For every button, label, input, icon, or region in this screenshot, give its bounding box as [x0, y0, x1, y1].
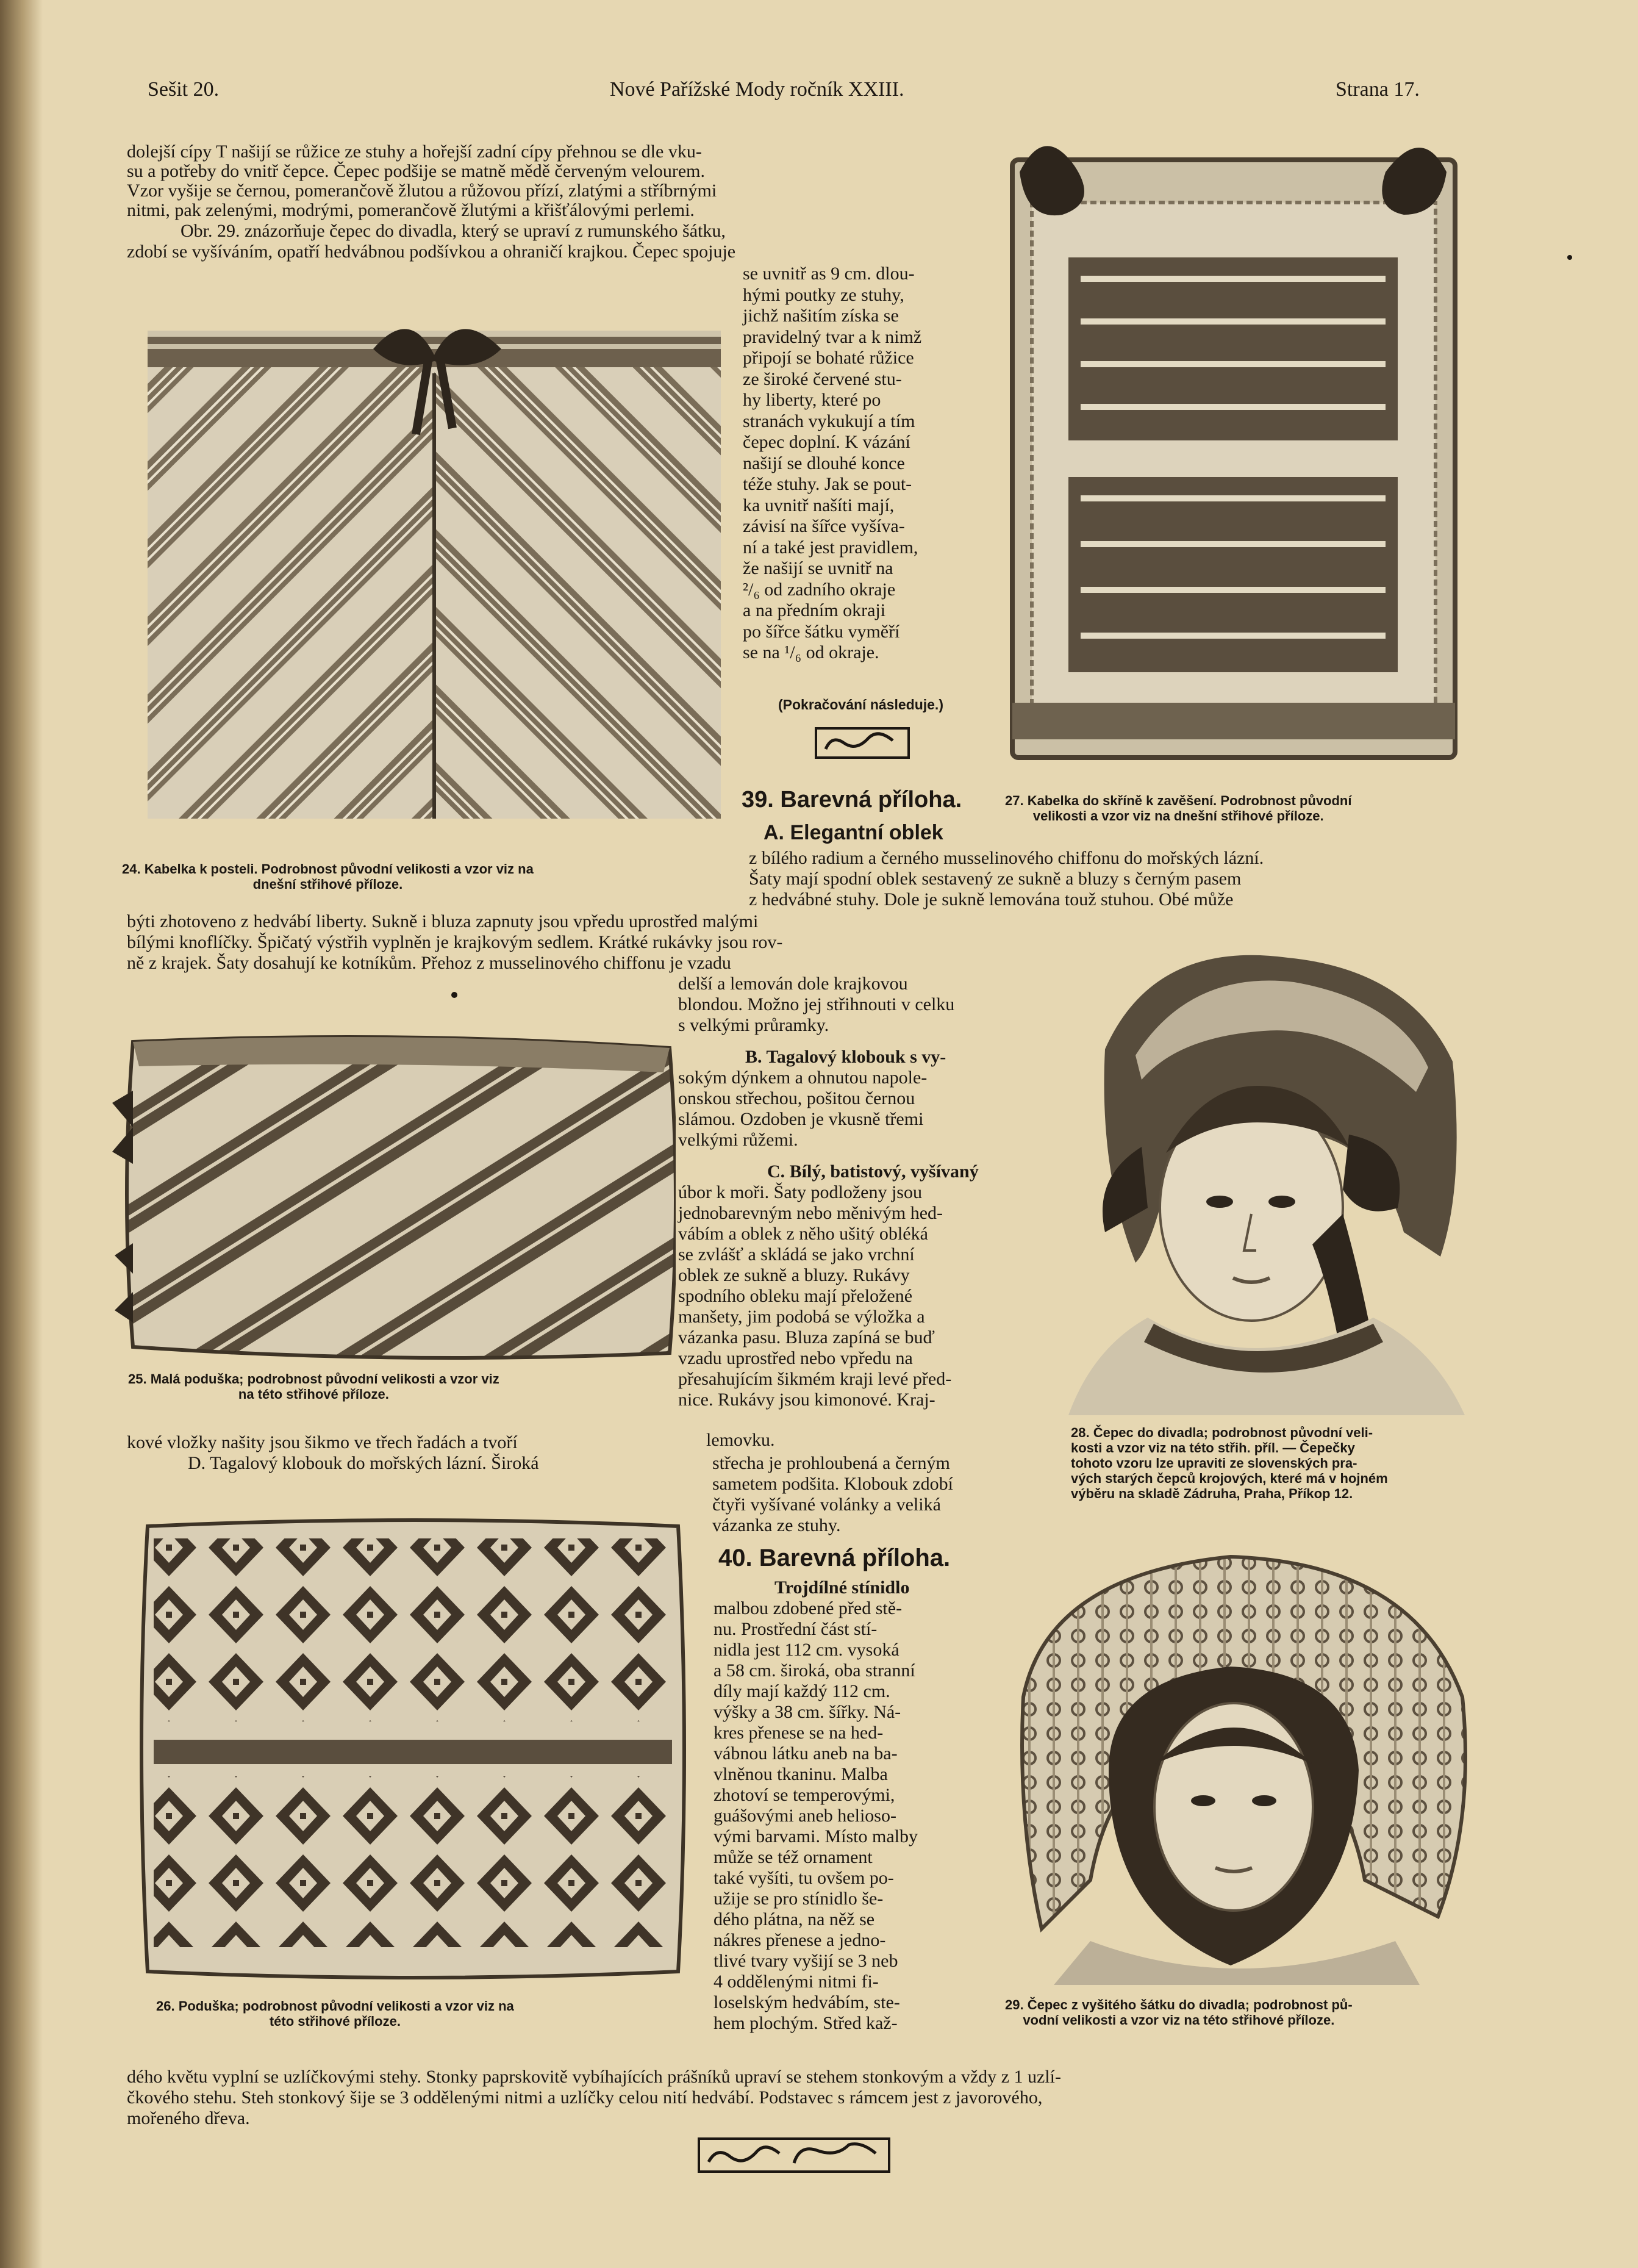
- intro-line: Vzor vyšije se černou, pomerančově žlutou a růžovou přízí, zlatými a stříbrnými: [127, 181, 717, 201]
- c-wide-right: lemovku.: [706, 1430, 775, 1450]
- section-39-heading: 39. Barevná příloha.: [742, 787, 962, 813]
- mid-line: blondou. Možno jej střihnouti v celku: [678, 994, 955, 1014]
- b-line: velkými růžemi.: [678, 1130, 798, 1150]
- figure-25-small-pillow: [109, 1030, 676, 1360]
- final-line: dého květu vyplní se uzlíčkovými stehy. Stonky paprskovitě vybíhajících prášníků upraví se stehem stonkovým a vždy z 1 uzlí-: [127, 2067, 1061, 2087]
- narrow-line: se uvnitř as 9 cm. dlou-: [743, 264, 915, 284]
- header-title: Nové Pařížské Mody ročník XXIII.: [610, 78, 904, 101]
- narrow-line: stranách vykukují a tím: [743, 411, 915, 431]
- s40-line: dého plátna, na něž se: [713, 1909, 875, 1929]
- s40-line: tlivé tvary vyšijí se 3 neb: [713, 1951, 898, 1971]
- caption-26: [156, 1998, 514, 2029]
- narrow-line: hy liberty, které po: [743, 390, 881, 410]
- s40-line: vlněnou tkaninu. Malba: [713, 1764, 888, 1784]
- c-line: C. Bílý, batistový, vyšívaný: [767, 1161, 979, 1182]
- section-40-heading: 40. Barevná příloha.: [718, 1545, 951, 1571]
- caption-line: 29. Čepec z vyšitého šátku do divadla; podrobnost pů-: [1005, 1997, 1353, 2012]
- narrow-line: se na ¹/₆ od okraje.: [743, 642, 879, 662]
- s40-line: vábnou látku aneb na ba-: [713, 1743, 898, 1764]
- d-left: D. Tagalový klobouk do mořských lázní. Široká: [188, 1453, 539, 1473]
- continued-note: (Pokračování následuje.): [778, 697, 943, 712]
- caption-line: 24. Kabelka k posteli. Podrobnost původní velikosti a vzor viz na: [122, 861, 534, 877]
- b-line: slámou. Ozdoben je vkusně třemi: [678, 1109, 924, 1129]
- wide-line: býti zhotoveno z hedvábí liberty. Sukně i bluza zapnuty jsou vpředu uprostřed malými: [127, 911, 759, 931]
- d-line: čtyři vyšívané volánky a veliká: [712, 1495, 941, 1515]
- caption-line: výběru na skladě Zádruha, Praha, Příkop 12.: [1071, 1486, 1353, 1501]
- c-line: vzadu uprostřed nebo vpředu na: [678, 1348, 913, 1368]
- intro-line: nitmi, pak zelenými, modrými, pomerančově žlutými a křišťálovými perlemi.: [127, 200, 695, 220]
- caption-line: kosti a vzor viz na této střih. příl. — Čepečky: [1071, 1440, 1355, 1455]
- c-line: manšety, jim podobá se výložka a: [678, 1307, 925, 1327]
- section-39-d-right: [712, 1453, 953, 1536]
- s40-line: zhotoví se temperovými,: [713, 1785, 895, 1805]
- a-line: Šaty mají spodní oblek sestavený ze sukně a bluzy s černým pasem: [749, 869, 1242, 889]
- narrow-line: že našijí se uvnitř na: [743, 558, 893, 578]
- s40-line: vými barvami. Místo malby: [713, 1826, 918, 1846]
- narrow-line: pravidelný tvar a k nimž: [743, 326, 922, 347]
- narrow-line: ní a také jest pravidlem,: [743, 537, 918, 558]
- c-line: vábím a oblek z něho ušitý obléká: [678, 1224, 928, 1244]
- figure-24-bag: [141, 312, 727, 819]
- narrow-line: ze široké červené stu-: [743, 368, 902, 389]
- s40-line: loselským hedvábím, ste-: [713, 1992, 900, 2012]
- caption-line: 28. Čepec do divadla; podrobnost původní veli-: [1071, 1425, 1373, 1440]
- figure-29-shawl-woman: [1017, 1551, 1470, 1985]
- caption-line: velikosti a vzor viz na dnešní střihové příloze.: [1032, 808, 1324, 824]
- caption-29: [1005, 1997, 1353, 2028]
- s40-line: díly mají každý 112 cm.: [713, 1681, 890, 1701]
- c-wide-left: kové vložky našity jsou šikmo ve třech řadách a tvoří: [127, 1432, 518, 1452]
- c-line: vázanka pasu. Bluza zapíná se buď: [678, 1327, 935, 1348]
- caption-24: [122, 861, 534, 892]
- caption-line: dnešní střihové příloze.: [252, 877, 403, 892]
- mid-line: delší a lemován dole krajkovou: [678, 974, 908, 994]
- caption-line: na této střihové příloze.: [238, 1387, 389, 1402]
- caption-27: [1005, 793, 1352, 824]
- intro-line: su a potřeby do vnitř čepce. Čepec podšije se matně mědě červeným velourem.: [127, 161, 705, 181]
- s40-line: užije se pro stínidlo še-: [713, 1889, 884, 1909]
- s40-line: guášovými aneb helioso-: [713, 1806, 896, 1826]
- narrow-line: našijí se dlouhé konce: [743, 453, 905, 473]
- intro-line: dolejší cípy T našijí se růžice ze stuhy a hořejší zadní cípy přehnou se dle vku-: [127, 142, 702, 162]
- caption-25: [128, 1371, 499, 1402]
- caption-line: 25. Malá poduška; podrobnost původní velikosti a vzor viz: [128, 1371, 499, 1387]
- narrow-line: téže stuhy. Jak se pout-: [743, 474, 912, 494]
- s40-line: nákres přenese a jedno-: [713, 1930, 886, 1950]
- b-line: onskou střechou, pošitou černou: [678, 1088, 915, 1108]
- bullet-dot: [451, 992, 457, 998]
- b-line: B. Tagalový klobouk s vy-: [745, 1047, 946, 1067]
- ornament-footer-icon: [696, 2135, 892, 2175]
- s40-line: Trojdílné stínidlo: [774, 1577, 910, 1598]
- caption-line: 26. Poduška; podrobnost původní velikosti a vzor viz na: [156, 1998, 514, 2014]
- wide-line: bílými knoflíčky. Špičatý výstřih vyplněn je krajkovým sedlem. Krátké rukávky jsou rov-: [127, 932, 783, 952]
- section-39-sub-a: A. Elegantní oblek: [764, 821, 943, 844]
- b-line: sokým dýnkem a ohnutou napole-: [678, 1068, 928, 1088]
- c-line: jednobarevným nebo měnivým hed-: [678, 1203, 943, 1223]
- s40-line: nidla jest 112 cm. vysoká: [713, 1640, 899, 1660]
- c-line: přesahujícím šikmém kraji levé před-: [678, 1369, 952, 1389]
- figure-26-pillow: [135, 1514, 692, 1984]
- caption-line: 27. Kabelka do skříně k zavěšení. Podrobnost původní: [1005, 793, 1352, 808]
- narrow-line: a na předním okraji: [743, 600, 886, 620]
- final-line: čkového stehu. Steh stonkový šije se 3 oddělenými nitmi a uzlíčky celou nití hedvábí. Podstavec s rámcem jest z javorového,: [127, 2087, 1043, 2108]
- s40-line: výšky a 38 cm. šířky. Ná-: [713, 1702, 901, 1722]
- narrow-line: jichž našitím získa se: [743, 306, 899, 326]
- a-line: z hedvábné stuhy. Dole je sukně lemována touž stuhou. Obé může: [749, 889, 1234, 910]
- narrow-line: ka uvnitř našíti mají,: [743, 495, 895, 515]
- ornament-small-icon: [814, 725, 911, 761]
- s40-line: může se též ornament: [713, 1847, 873, 1867]
- caption-line: vodní velikosti a vzor viz na této střihové příloze.: [1023, 2012, 1335, 2028]
- narrow-line: čepec doplní. K vázání: [743, 432, 910, 452]
- c-line: se zvlášť a skládá se jako vrchní: [678, 1244, 915, 1265]
- narrow-line: ²/₆ od zadního okraje: [743, 579, 896, 600]
- narrow-column: [743, 264, 978, 664]
- d-line: střecha je prohloubená a černým: [712, 1453, 950, 1473]
- narrow-line: závisí na šířce vyšíva-: [743, 516, 905, 536]
- section-39-b: [678, 1047, 946, 1150]
- mid-line: s velkými průramky.: [678, 1015, 829, 1035]
- s40-line: hem plochým. Střed kaž-: [713, 2013, 898, 2033]
- figure-27-hanging-bag: [1007, 135, 1460, 763]
- final-line: mořeného dřeva.: [127, 2108, 250, 2128]
- c-line: oblek ze sukně a bluzy. Rukávy: [678, 1265, 910, 1285]
- c-line: spodního obleku mají přeložené: [678, 1286, 913, 1306]
- narrow-line: hými poutky ze stuhy,: [743, 284, 904, 305]
- s40-line: a 58 cm. široká, oba stranní: [713, 1660, 915, 1681]
- wide-line: ně z krajek. Šaty dosahují ke kotníkům. Přehoz z musselinového chiffonu je vzadu: [127, 953, 731, 973]
- intro-line: zdobí se vyšíváním, opatří hedvábnou podšívkou a ohraničí krajkou. Čepec spojuje: [127, 242, 736, 262]
- d-line: vázanka ze stuhy.: [712, 1515, 841, 1535]
- figure-28-bonnet-woman: [1068, 952, 1465, 1415]
- narrow-line: připojí se bohaté růžice: [743, 348, 914, 368]
- header-issue: Sešit 20.: [148, 78, 220, 101]
- margin-dot: [1567, 255, 1572, 260]
- section-39-c: [678, 1161, 979, 1410]
- narrow-line: po šířce šátku vyměří: [743, 621, 900, 642]
- caption-line: této střihové příloze.: [269, 2014, 401, 2029]
- caption-line: tohoto vzoru lze upraviti ze slovenských pra-: [1071, 1455, 1357, 1471]
- caption-28: [1071, 1425, 1388, 1501]
- s40-line: také vyšíti, tu ovšem po-: [713, 1868, 894, 1888]
- c-line: nice. Rukávy jsou kimonové. Kraj-: [678, 1390, 935, 1410]
- a-line: z bílého radium a černého musselinového chiffonu do mořských lázní.: [749, 848, 1264, 868]
- s40-line: nu. Prostřední část stí-: [713, 1619, 878, 1639]
- s40-line: malbou zdobené před stě-: [713, 1598, 903, 1618]
- c-line: úbor k moři. Šaty podloženy jsou: [678, 1182, 922, 1202]
- page-gutter-shadow: [0, 0, 43, 2268]
- d-line: sametem podšita. Klobouk zdobí: [712, 1474, 953, 1494]
- s40-line: kres přenese se na hed-: [713, 1723, 884, 1743]
- section-40-body: [713, 1577, 918, 2034]
- intro-line: Obr. 29. znázorňuje čepec do divadla, který se upraví z rumunského šátku,: [181, 221, 726, 241]
- caption-line: vých starých čepců krojových, které má v hojném: [1071, 1471, 1388, 1486]
- header-page: Strana 17.: [1336, 78, 1420, 101]
- s40-line: 4 oddělenými nitmi fi-: [713, 1972, 879, 1992]
